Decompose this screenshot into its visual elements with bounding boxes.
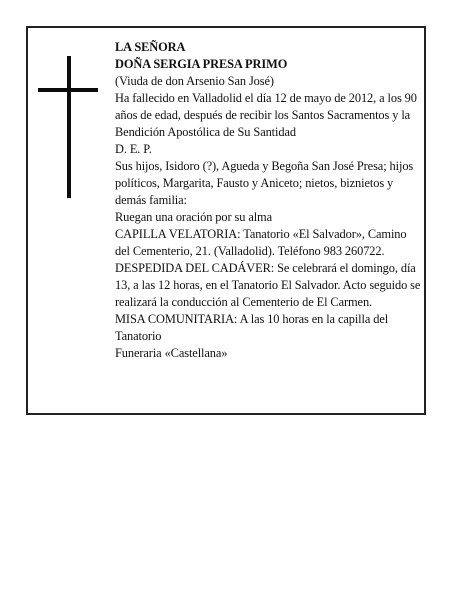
cross-vertical-bar [67, 56, 71, 198]
notice-text [115, 39, 421, 362]
widow-subtitle: (Viuda de don Arsenio San José) [115, 74, 274, 88]
cross-horizontal-bar [38, 88, 98, 92]
chapel-paragraph: CAPILLA VELATORIA: Tanatorio «El Salvador», Camino del Cementerio, 21. (Valladolid). Teléfono 983 260722. [115, 227, 407, 258]
farewell-paragraph: DESPEDIDA DEL CADÁVER: Se celebrará el domingo, día 13, a las 12 horas, en el Tanatorio El Salvador. Acto seguido se realizará la conducción al Cementerio de El Carmen. [115, 261, 421, 309]
heading-title: LA SEÑORA [115, 40, 186, 54]
obituary-notice [26, 26, 426, 415]
deceased-name: DOÑA SERGIA PRESA PRIMO [115, 57, 288, 71]
prayer-request: Ruegan una oración por su alma [115, 210, 272, 224]
family-paragraph: Sus hijos, Isidoro (?), Agueda y Begoña San José Presa; hijos políticos, Margarita, Fausto y Aniceto; nietos, biznietos y demás familia: [115, 159, 414, 207]
death-paragraph: Ha fallecido en Valladolid el día 12 de mayo de 2012, a los 90 años de edad, después de recibir los Santos Sacramentos y la Bendición Apostólica de Su Santidad [115, 91, 417, 139]
mass-paragraph: MISA COMUNITARIA: A las 10 horas en la capilla del Tanatorio [115, 312, 389, 343]
funeral-home: Funeraria «Castellana» [115, 346, 228, 360]
rip-line: D. E. P. [115, 142, 152, 156]
cross-icon [38, 56, 98, 198]
